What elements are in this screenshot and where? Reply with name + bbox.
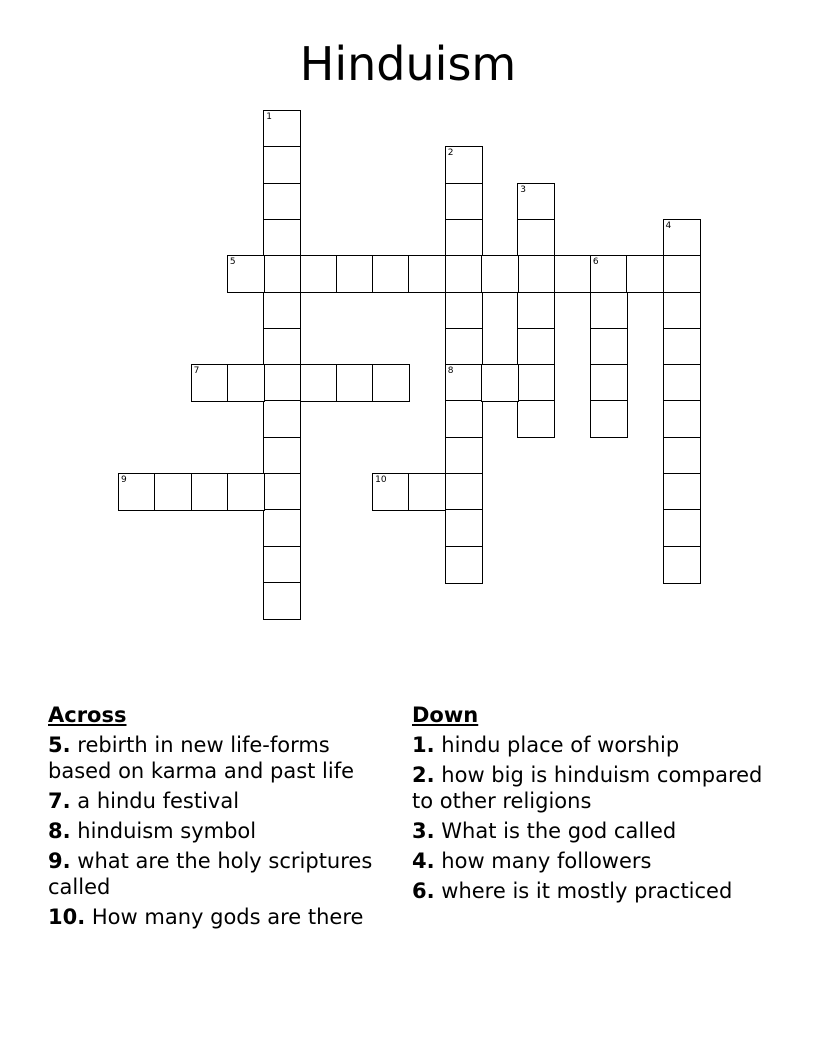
across-heading: Across [48,703,127,727]
grid-cell[interactable] [445,473,483,511]
grid-cell[interactable] [517,328,555,366]
grid-cell[interactable] [445,546,483,584]
grid-cell[interactable] [118,473,156,511]
clue-text: where is it mostly practiced [441,879,733,903]
grid-cell[interactable] [154,473,192,511]
grid-cell[interactable] [590,255,628,293]
cell-number: 4 [665,220,672,231]
clue-number: 7. [48,789,71,813]
grid-cell[interactable] [445,509,483,547]
cell-number: 7 [193,366,200,377]
clue-down-4 [412,848,772,874]
grid-cell[interactable] [445,255,483,293]
grid-cell[interactable] [300,364,338,402]
grid-cell[interactable] [227,364,265,402]
clue-text: rebirth in new life-forms based on karma and past life [48,733,355,783]
grid-cell[interactable] [227,473,265,511]
clue-number: 1. [412,733,435,757]
grid-cell[interactable] [191,364,229,402]
clue-text: how big is hinduism compared to other religions [412,763,763,813]
grid-cell[interactable] [517,219,555,257]
cell-number: 8 [447,366,454,377]
grid-cell[interactable] [263,219,301,257]
grid-cell[interactable] [263,146,301,184]
grid-cell[interactable] [663,328,701,366]
grid-cell[interactable] [263,473,301,511]
grid-cell[interactable] [590,400,628,438]
clue-number: 8. [48,819,71,843]
grid-cell[interactable] [263,400,301,438]
grid-cell[interactable] [445,400,483,438]
across-clues [48,702,398,934]
cell-number: 10 [375,475,387,485]
grid-cell[interactable] [445,219,483,257]
grid-cell[interactable] [626,255,664,293]
grid-cell[interactable] [445,183,483,221]
grid-cell[interactable] [336,255,374,293]
clue-down-6 [412,878,772,904]
clue-across-7 [48,788,398,814]
clue-number: 10. [48,905,86,929]
grid-cell[interactable] [227,255,265,293]
grid-cell[interactable] [481,255,519,293]
grid-cell[interactable] [663,364,701,402]
grid-cell[interactable] [663,546,701,584]
grid-cell[interactable] [554,255,592,293]
grid-cell[interactable] [263,437,301,475]
grid-cell[interactable] [517,364,555,402]
grid-cell[interactable] [663,509,701,547]
clue-across-5 [48,732,398,784]
clue-text: what are the holy scriptures called [48,849,373,899]
grid-cell[interactable] [445,328,483,366]
clue-text: How many gods are there [91,905,364,929]
grid-cell[interactable] [663,219,701,257]
grid-cell[interactable] [263,546,301,584]
grid-cell[interactable] [408,473,446,511]
clue-across-8 [48,818,398,844]
grid-cell[interactable] [663,255,701,293]
grid-cell[interactable] [663,292,701,330]
down-clues [412,702,772,908]
clue-down-2 [412,762,772,814]
grid-cell[interactable] [590,328,628,366]
cell-number: 2 [447,148,454,159]
grid-cell[interactable] [590,292,628,330]
clue-number: 9. [48,849,71,873]
cell-number: 1 [266,112,272,122]
down-heading: Down [412,703,479,727]
grid-cell[interactable] [300,255,338,293]
clue-number: 6. [412,879,435,903]
grid-cell[interactable] [372,255,410,293]
grid-cell[interactable] [372,473,410,511]
grid-cell[interactable] [263,364,301,402]
clue-text: hinduism symbol [77,819,257,843]
clue-number: 5. [48,733,71,757]
clue-text: What is the god called [441,819,677,843]
grid-cell[interactable] [663,400,701,438]
grid-cell[interactable] [263,582,301,620]
clue-number: 2. [412,763,435,787]
grid-cell[interactable] [445,146,483,184]
grid-cell[interactable] [590,364,628,402]
clue-across-9 [48,848,398,900]
grid-cell[interactable] [263,509,301,547]
clue-text: a hindu festival [77,789,240,813]
grid-cell[interactable] [336,364,374,402]
cell-number: 5 [229,257,236,268]
grid-cell[interactable] [263,328,301,366]
grid-cell[interactable] [191,473,229,511]
grid-cell[interactable] [408,255,446,293]
grid-cell[interactable] [445,437,483,475]
cell-number: 6 [592,257,599,268]
cell-number: 9 [121,475,127,485]
clue-text: hindu place of worship [441,733,680,757]
grid-cell[interactable] [481,364,519,402]
grid-cell[interactable] [263,183,301,221]
page-title: Hinduism [299,37,517,91]
grid-cell[interactable] [663,473,701,511]
clue-number: 3. [412,819,435,843]
grid-cell[interactable] [372,364,410,402]
clue-number: 4. [412,849,435,873]
grid-cell[interactable] [663,437,701,475]
grid-cell[interactable] [517,183,555,221]
grid-cell[interactable] [517,255,555,293]
grid-cell[interactable] [263,255,301,293]
cell-number: 3 [520,184,527,195]
grid-cell[interactable] [445,364,483,402]
clue-down-1 [412,732,772,758]
grid-cell[interactable] [517,400,555,438]
clue-text: how many followers [441,849,652,873]
grid-cell[interactable] [445,292,483,330]
grid-cell[interactable] [517,292,555,330]
clue-across-10 [48,904,398,930]
grid-cell[interactable] [263,292,301,330]
grid-cell[interactable] [263,110,301,148]
clue-down-3 [412,818,772,844]
